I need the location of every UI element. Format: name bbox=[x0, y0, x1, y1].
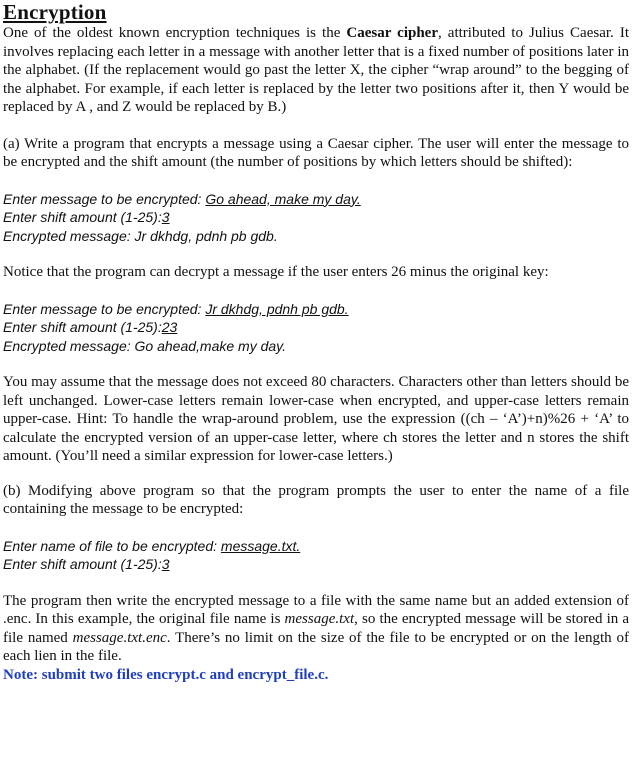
example-3-file-line bbox=[3, 537, 629, 556]
prompt-label: Enter shift amount (1-25): bbox=[3, 209, 162, 225]
followup-text-3: . There’s no limit on the size of the file to be encrypted or on the length of each lien in the file. bbox=[3, 629, 629, 664]
caesar-cipher-term: Caesar cipher bbox=[346, 25, 438, 41]
prompt-label: Enter shift amount (1-25): bbox=[3, 319, 162, 335]
example-2-shift-input: 23 bbox=[161, 319, 178, 335]
prompt-label: Enter message to be encrypted: bbox=[3, 300, 206, 317]
example-1-message-input: Go ahead, make my day. bbox=[205, 190, 361, 207]
example-1-message-line bbox=[3, 190, 629, 209]
part-a-paragraph: (a) Write a program that encrypts a message using a Caesar cipher. The user will enter the message to be encrypted and the shift amount (the number of positions by which letters should be shifted): bbox=[3, 135, 629, 170]
followup-paragraph bbox=[3, 592, 629, 666]
example-2-message-input: Jr dkhdg, pdnh pb gdb. bbox=[205, 300, 349, 317]
intro-paragraph bbox=[3, 24, 629, 117]
example-1-shift-line bbox=[3, 208, 629, 227]
prompt-label: Enter shift amount (1-25): bbox=[3, 556, 162, 572]
prompt-label: Enter name of file to be encrypted: bbox=[3, 537, 221, 554]
submission-note: Note: submit two files encrypt.c and encrypt_file.c. bbox=[3, 666, 329, 683]
prompt-label: Enter message to be encrypted: bbox=[3, 190, 206, 207]
page-title: Encryption bbox=[3, 0, 107, 24]
example-1-output-line bbox=[3, 227, 629, 246]
assumptions-paragraph: You may assume that the message does not exceed 80 characters. Characters other than letters should be left unchanged. Lower-case letters remain lower-case when encrypted, and upper-case letters remain upper-case. Hint: To handle the wrap-around problem, use the expression ((ch – ‘A’)+n)%26 + ‘A’ to calculate the encrypted version of an upper-case letter, where ch stores the letter and n stores the shift amount. (You’ll need a similar expression for lower-case letters.) bbox=[3, 374, 629, 464]
output-label: Encrypted message: bbox=[3, 337, 135, 354]
followup-text-2: , so the encrypted message will be stored in a file named bbox=[3, 611, 630, 646]
example-2-shift-line bbox=[3, 318, 629, 337]
example-2 bbox=[3, 300, 629, 356]
example-2-output-line bbox=[3, 337, 629, 356]
example-3 bbox=[3, 537, 629, 574]
part-b-paragraph: (b) Modifying above program so that the program prompts the user to enter the name of a file containing the message to be encrypted: bbox=[3, 482, 629, 517]
followup-text-1: The program then write the encrypted message to a file with the same name but an added extension of .enc. In this example, the original file name is bbox=[3, 592, 629, 627]
intro-text-1: One of the oldest known encryption techniques is the bbox=[3, 25, 347, 41]
example-3-file-input: message.txt. bbox=[220, 537, 301, 554]
example-3-shift-line bbox=[3, 555, 629, 574]
output-label: Encrypted message: bbox=[3, 227, 135, 244]
example-1-shift-input: 3 bbox=[161, 209, 170, 225]
intro-text-2: , attributed to Julius Caesar. It involves replacing each letter in a message with another letter that is a fixed number of positions later in the alphabet. (If the replacement would go past the letter X, the cipher “wrap around” to the begging of the alphabet. For example, if each letter is replaced by the letter two positions after it, then Y would be replaced by A , and Z would be replaced by B.) bbox=[3, 25, 629, 115]
example-3-shift-input: 3 bbox=[161, 556, 170, 572]
filename-encrypted: message.txt.enc bbox=[72, 629, 167, 646]
example-1 bbox=[3, 190, 629, 246]
filename-original: message.txt bbox=[284, 611, 355, 627]
example-1-output-value: Jr dkhdg, pdnh pb gdb. bbox=[134, 227, 278, 244]
notice-paragraph: Notice that the program can decrypt a message if the user enters 26 minus the original key: bbox=[3, 264, 549, 280]
example-2-message-line bbox=[3, 300, 629, 319]
example-2-output-value: Go ahead,make my day. bbox=[134, 337, 286, 354]
